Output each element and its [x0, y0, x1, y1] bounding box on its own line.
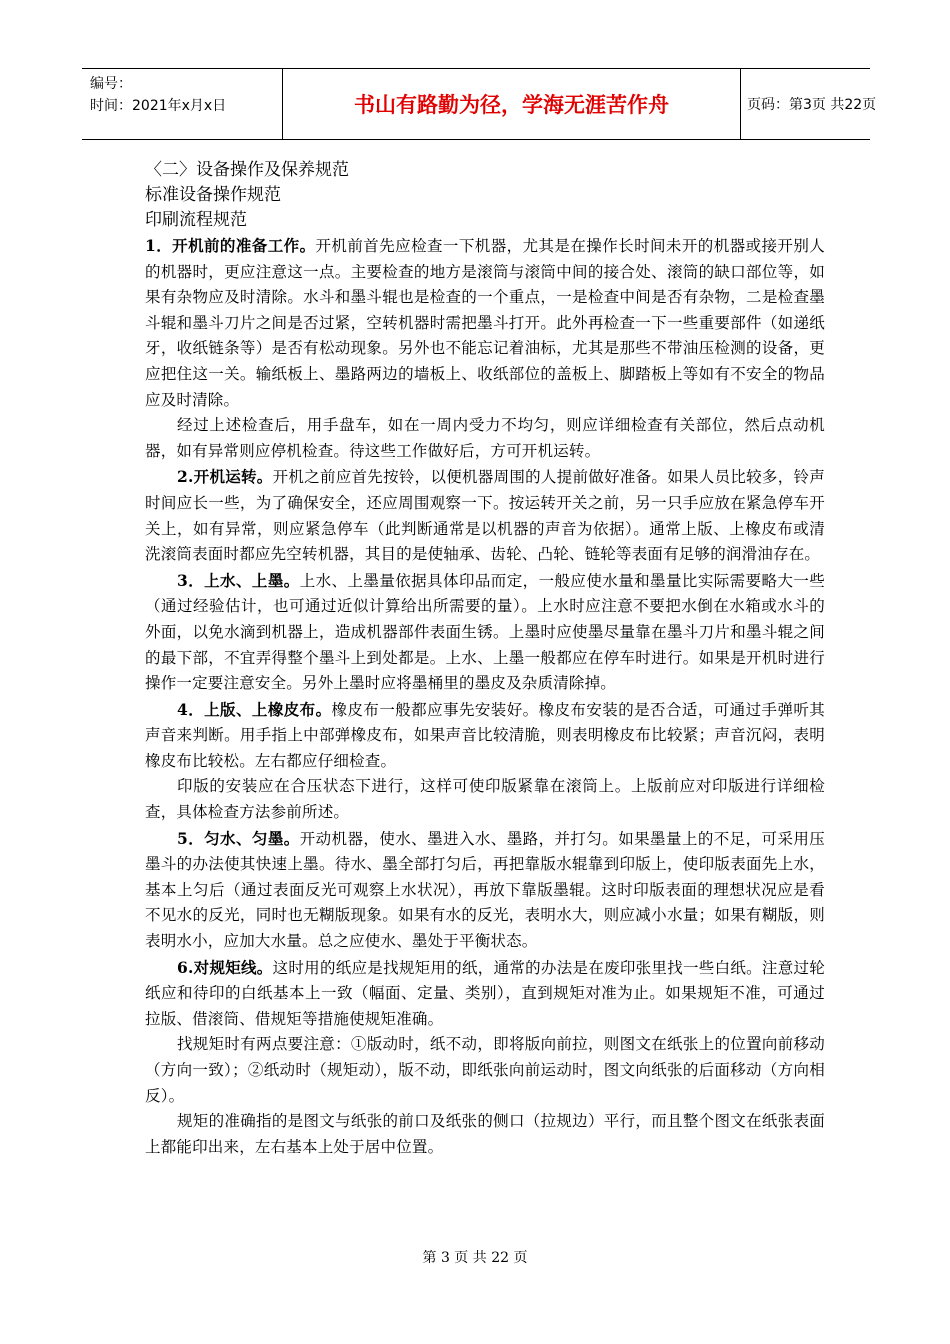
paragraph [145, 568, 825, 697]
sub-heading: 标准设备操作规范 [145, 185, 281, 205]
time-label: 时间：2021年x月x日 [90, 98, 227, 114]
paragraph-text: 印版的安装应在合压状态下进行，这样可使印版紧靠在滚筒上。上版前应对印版进行详细检查，具体检查方法参前所述。 [145, 777, 825, 822]
section-heading: 〈二〉设备操作及保养规范 [145, 160, 349, 180]
paragraph-text: 橡皮布一般都应事先安装好。橡皮布安装的是否合适，可通过手弹听其声音来判断。用手指上中部弹橡皮布，如果声音比较清脆，则表明橡皮布比较紧；声音沉闷，表明橡皮布比较松。左右都应仔细检查。 [145, 700, 825, 770]
paragraph [145, 413, 825, 464]
paragraph-lead: 1．开机前的准备工作。 [145, 236, 316, 255]
paragraph-lead: 6.对规矩线。 [177, 957, 273, 977]
paragraph-lead: 3．上水、上墨。 [177, 570, 300, 590]
paragraph [145, 826, 825, 955]
paragraph [145, 233, 825, 413]
header-meta [82, 69, 283, 139]
paragraph-text: 规矩的准确指的是图文与纸张的前口及纸张的侧口（拉规边）平行，而且整个图文在纸张表面上都能印出来，左右基本上处于居中位置。 [145, 1112, 825, 1156]
number-label: 编号： [90, 76, 132, 92]
paragraph-text: 开机之前应首先按铃，以便机器周围的人提前做好准备。如果人员比较多，铃声时间应长一些，为了确保安全，还应周围观察一下。按运转开关之前，另一只手应放在紧急停车开关上，如有异常，则应紧急停车（此判断通常是以机器的声音为依据）。通常上版、上橡皮布或清洗滚筒表面时都应先空转机器，其目的是使轴承、齿轮、凸轮、链轮等表面有足够的润滑油存在。 [145, 468, 825, 564]
paragraph [145, 697, 825, 775]
page-header [82, 68, 877, 140]
paragraph-lead: 2.开机运转。 [177, 467, 273, 487]
paragraph-text: 开动机器，使水、墨进入水、墨路，并打匀。如果墨量上的不足，可采用压墨斗的办法使其快速上墨。待水、墨全部打匀后，再把靠版水辊靠到印版上，使印版表面先上水，基本上匀后（通过表面反光可观察上水状况），再放下靠版墨辊。这时印版表面的理想状况应是看不见水的反光，同时也无糊版现象。如果有水的反光，表明水大，则应减小水量；如果有糊版，则表明水小，应加大水量。总之应使水、墨处于平衡状态。 [145, 829, 825, 951]
page-footer: 第 3 页 共 22 页 [422, 1250, 528, 1266]
paragraph [145, 1032, 825, 1109]
paragraph [145, 774, 825, 825]
paragraph-text: 这时用的纸应是找规矩用的纸，通常的办法是在废印张里找一些白纸。注意过轮纸应和待印的白纸基本上一致（幅面、定量、类别），直到规矩对准为止。如果规矩不准，可通过拉版、借滚筒、借规矩等措施使规矩准确。 [145, 958, 825, 1028]
paragraph [145, 464, 825, 567]
paragraph [145, 955, 825, 1033]
paragraph-text: 开机前首先应检查一下机器，尤其是在操作长时间未开的机器或接开别人的机器时，更应注意这一点。主要检查的地方是滚筒与滚筒中间的接合处、滚筒的缺口部位等，如果有杂物应及时清除。水斗和墨斗辊也是检查的一个重点，一是检查中间是否有杂物，二是检查墨斗辊和墨斗刀片之间是否过紧，空转机器时需把墨斗打开。此外再检查一下一些重要部件（如递纸牙，收纸链条等）是否有松动现象。另外也不能忘记着油标，尤其是那些不带油压检测的设备，更应把住这一关。输纸板上、墨路两边的墙板上、收纸部位的盖板上、脚踏板上等如有不安全的物品应及时清除。 [145, 237, 825, 409]
paragraph-text: 上水、上墨量依据具体印品而定，一般应使水量和墨量比实际需要略大一些（通过经验估计，也可通过近似计算给出所需要的量）。上水时应注意不要把水倒在水箱或水斗的外面，以免水滴到机器上，造成机器部件表面生锈。上墨时应使墨尽量靠在墨斗刀片和墨斗辊之间的最下部，不宜弄得整个墨斗上到处都是。上水、上墨一般都应在停车时进行。如果是开机时进行操作一定要注意安全。另外上墨时应将墨桶里的墨皮及杂质清除掉。 [145, 571, 825, 693]
paragraph-lead: 5．匀水、匀墨。 [177, 828, 300, 848]
sub-heading: 印刷流程规范 [145, 210, 247, 230]
header-motto: 书山有路勤为径，学海无涯苦作舟 [283, 69, 741, 139]
header-page-info: 页码：第3页 共22页 [747, 97, 877, 113]
paragraph-text: 找规矩时有两点要注意：①版动时，纸不动，即将版向前拉，则图文在纸张上的位置向前移动（方向一致）；②纸动时（规矩动），版不动，即纸张向前运动时，图文向纸张的后面移动（方向相反）。 [145, 1035, 825, 1105]
paragraph-lead: 4．上版、上橡皮布。 [177, 699, 332, 719]
paragraph-text: 经过上述检查后，用手盘车，如在一周内受力不均匀，则应详细检查有关部位，然后点动机器，如有异常则应停机检查。待这些工作做好后，方可开机运转。 [145, 416, 825, 460]
document-body [145, 158, 825, 1160]
paragraph [145, 1109, 825, 1160]
